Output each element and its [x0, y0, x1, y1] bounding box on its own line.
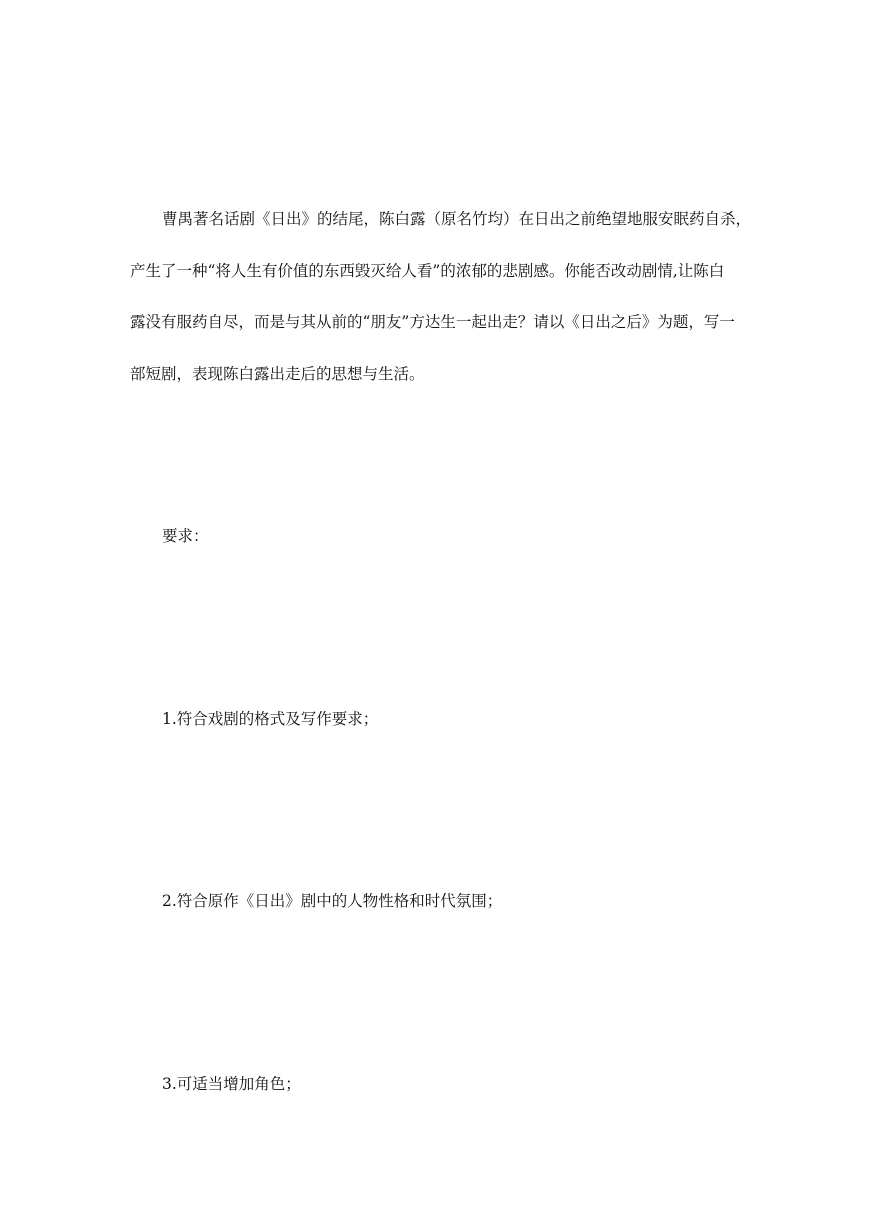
intro-line-4: 部短剧，表现陈白露出走后的思想与生活。	[130, 364, 425, 383]
requirement-item-2: 2.符合原作《日出》剧中的人物性格和时代氛围；	[162, 892, 503, 910]
intro-line-1: 曹禺著名话剧《日出》的结尾，陈白露（原名竹均）在日出之前绝望地服安眠药自杀，	[162, 210, 752, 228]
requirement-item-1: 1.符合戏剧的格式及写作要求；	[162, 710, 379, 728]
intro-line-2: 产生了一种“将人生有价值的东西毁灭给人看”的浓郁的悲剧感。你能否改动剧情,让陈白	[130, 261, 725, 280]
requirements-title: 要求：	[162, 527, 209, 545]
intro-line-3: 露没有服药自尽，而是与其从前的“朋友”方达生一起出走？请以《日出之后》为题，写一	[130, 313, 735, 331]
intro-paragraph	[130, 202, 752, 408]
requirement-item-3: 3.可适当增加角色；	[162, 1075, 301, 1093]
